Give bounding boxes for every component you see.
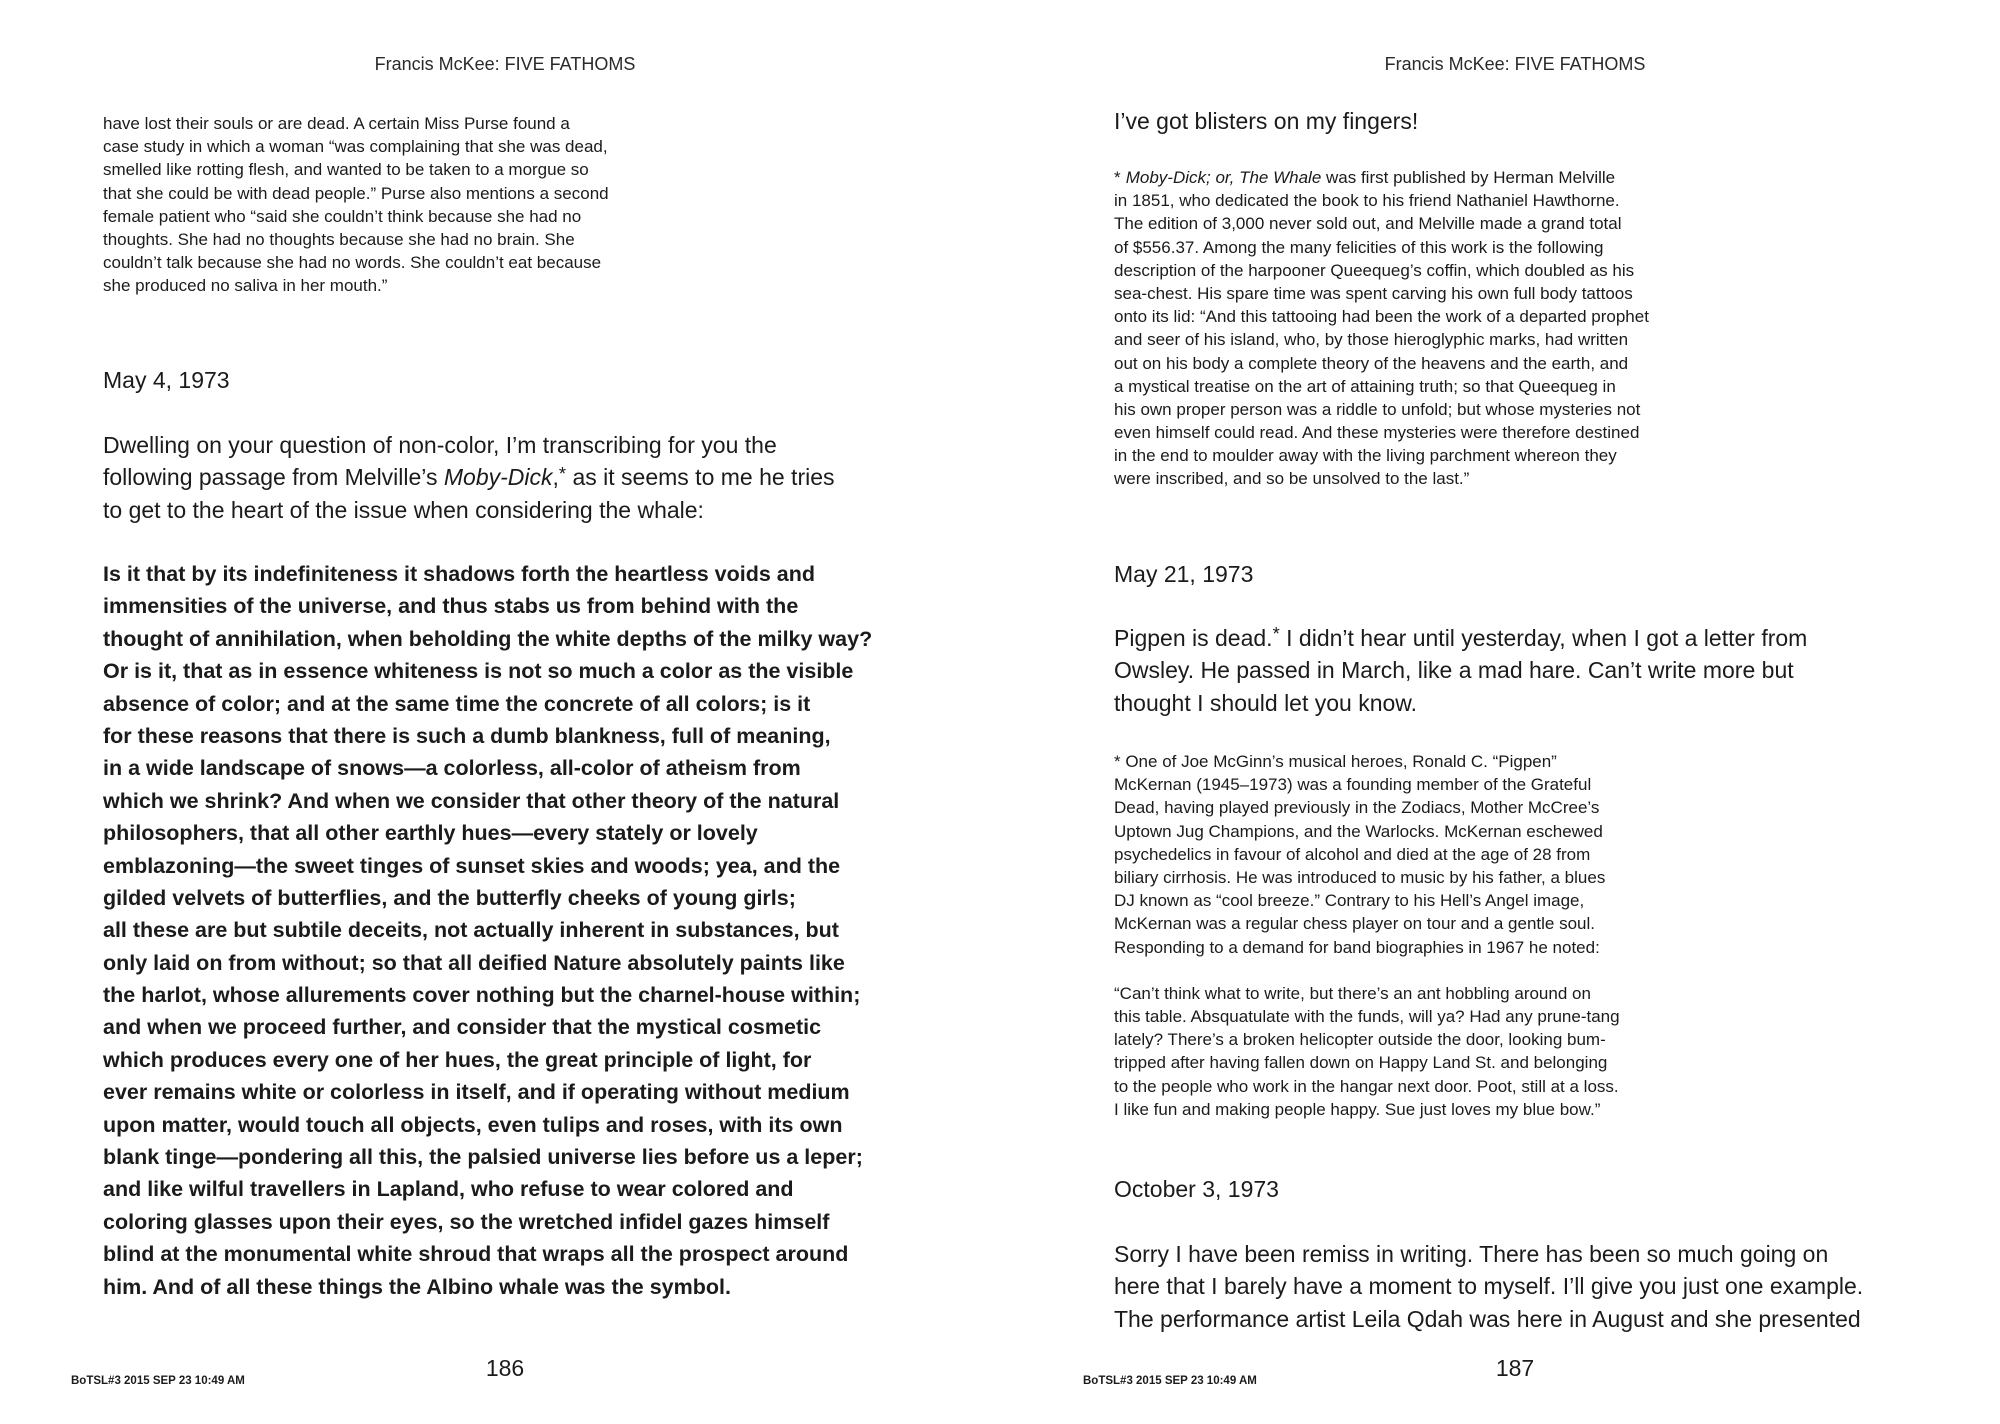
footnote-quote-line: I like fun and making people happy. Sue just loves my blue bow.” xyxy=(1114,1099,1601,1119)
footnote-line: biliary cirrhosis. He was introduced to music by his father, a blues xyxy=(1114,867,1606,887)
footnote-line: * One of Joe McGinn’s musical heroes, Ronald C. “Pigpen” xyxy=(1114,752,1557,771)
footnote-line: that she could be with dead people.” Purse also mentions a second xyxy=(103,183,609,203)
footnote-line: description of the harpooner Queequeg’s coffin, which doubled as his xyxy=(1114,260,1635,280)
footnote-line: his own proper person was a riddle to unfold; but whose mysteries not xyxy=(1114,399,1641,419)
passage-line: which we shrink? And when we consider that other theory of the natural xyxy=(103,788,840,813)
footnote-marker: * xyxy=(1272,623,1280,645)
letter-text: Pigpen is dead. xyxy=(1114,625,1273,651)
footnote-line: Responding to a demand for band biographies in 1967 he noted: xyxy=(1114,937,1600,957)
footnote-line: in 1851, who dedicated the book to his friend Nathaniel Hawthorne. xyxy=(1114,191,1620,211)
letter-line: Owsley. He passed in March, like a mad hare. Can’t write more but xyxy=(1114,657,1794,684)
footnote-line: The edition of 3,000 never sold out, and Melville made a grand total xyxy=(1114,214,1622,234)
footnote-line: Uptown Jug Champions, and the Warlocks. McKernan eschewed xyxy=(1114,821,1603,841)
print-slug: BoTSL#3 2015 SEP 23 10:49 AM xyxy=(71,1375,245,1387)
passage-line: Is it that by its indefiniteness it shadows forth the heartless voids and xyxy=(103,562,816,586)
footnote-line: in the end to moulder away with the living parchment whereon they xyxy=(1114,446,1617,466)
carryover-letter-line: I’ve got blisters on my fingers! xyxy=(1114,108,1419,134)
footnote-pigpen xyxy=(1114,750,1620,1121)
footnote-line: she produced no saliva in her mouth.” xyxy=(103,276,388,296)
page-number: 186 xyxy=(485,1355,525,1381)
letter-paragraph xyxy=(1114,1238,1863,1335)
passage-line: ever remains white or colorless in itself, and if operating without medium xyxy=(103,1080,850,1105)
letter-punctuation: , xyxy=(552,464,559,491)
page-number: 187 xyxy=(1495,1355,1535,1381)
passage-line: absence of color; and at the same time the concrete of all colors; is it xyxy=(103,691,811,716)
footnote-line: sea-chest. His spare time was spent carving his own full body tattoos xyxy=(1114,283,1633,303)
passage-line: for these reasons that there is such a dumb blankness, full of meaning, xyxy=(103,723,831,748)
entry-date: October 3, 1973 xyxy=(1114,1176,1279,1202)
passage-line: emblazoning—the sweet tinges of sunset skies and woods; yea, and the xyxy=(103,853,841,878)
footnote-line: smelled like rotting flesh, and wanted to be taken to a morgue so xyxy=(103,160,589,180)
footnote-line: female patient who “said she couldn’t think because she had no xyxy=(103,206,582,226)
footnote-line xyxy=(1114,166,1649,189)
letter-line: to get to the heart of the issue when considering the whale: xyxy=(103,496,704,523)
carryover-footnote xyxy=(103,112,609,298)
footnote-line: couldn’t talk because she had no words. She couldn’t eat because xyxy=(103,253,602,273)
footnote-marker: * xyxy=(558,462,567,484)
footnote-quote-line: lately? There’s a broken helicopter outside the door, looking bum- xyxy=(1114,1030,1606,1050)
passage-line: the harlot, whose allurements cover nothing but the charnel-house within; xyxy=(103,983,861,1008)
footnote-line: McKernan (1945–1973) was a founding member of the Grateful xyxy=(1114,775,1592,795)
right-page xyxy=(1000,0,2000,1424)
passage-line: gilded velvets of butterflies, and the butterfly cheeks of young girls; xyxy=(103,885,796,910)
letter-line xyxy=(1114,622,1807,654)
footnote-quote-line: to the people who work in the hangar next door. Poot, still at a loss. xyxy=(1114,1076,1619,1096)
moby-dick-passage xyxy=(103,558,872,1303)
footnote-quote-line: this table. Absquatulate with the funds, will ya? Had any prune-tang xyxy=(1114,1007,1620,1027)
passage-line: in a wide landscape of snows—a colorless, all-color of atheism from xyxy=(103,756,801,781)
running-head: Francis McKee: FIVE FATHOMS xyxy=(1384,54,1646,74)
footnote-line: out on his body a complete theory of the heavens and the earth, and xyxy=(1114,353,1629,373)
footnote-line: were inscribed, and so be unsolved to the last.” xyxy=(1114,469,1470,489)
entry-date: May 4, 1973 xyxy=(103,367,230,393)
passage-line: immensities of the universe, and thus stabs us from behind with the xyxy=(103,594,799,619)
passage-line: all these are but subtile deceits, not actually inherent in substances, but xyxy=(103,918,839,943)
passage-line: only laid on from without; so that all deified Nature absolutely paints like xyxy=(103,950,845,975)
passage-line: upon matter, would touch all objects, even tulips and roses, with its own xyxy=(103,1112,843,1137)
footnote-line: case study in which a woman “was complaining that she was dead, xyxy=(103,137,608,157)
passage-line: him. And of all these things the Albino whale was the symbol. xyxy=(103,1274,731,1299)
footnote-quote-line: “Can’t think what to write, but there’s an ant hobbling around on xyxy=(1114,983,1591,1003)
passage-line: Or is it, that as in essence whiteness is not so much a color as the visible xyxy=(103,659,854,684)
letter-line xyxy=(103,461,835,493)
letter-line: Dwelling on your question of non-color, I’m transcribing for you the xyxy=(103,432,777,458)
entry-date: May 21, 1973 xyxy=(1114,561,1254,587)
passage-line: philosophers, that all other earthly hues—every stately or lovely xyxy=(103,821,758,846)
footnote-text: was first published by Herman Melville xyxy=(1321,168,1616,187)
passage-line: thought of annihilation, when beholding the white depths of the milky way? xyxy=(103,626,873,651)
passage-line: blank tinge—pondering all this, the palsied universe lies before us a leper; xyxy=(103,1145,863,1170)
letter-line: here that I barely have a moment to myself. I’ll give you just one example. xyxy=(1114,1273,1864,1300)
running-head: Francis McKee: FIVE FATHOMS xyxy=(374,54,636,74)
footnote-line: psychedelics in favour of alcohol and died at the age of 28 from xyxy=(1114,844,1591,864)
footnote-line: of $556.37. Among the many felicities of this work is the following xyxy=(1114,237,1604,257)
passage-line: coloring glasses upon their eyes, so the wretched infidel gazes himself xyxy=(103,1209,830,1234)
passage-line: and when we proceed further, and consider that the mystical cosmetic xyxy=(103,1015,822,1040)
footnote-line: onto its lid: “And this tattooing had been the work of a departed prophet xyxy=(1114,307,1649,327)
footnote-line: McKernan was a regular chess player on tour and a gentle soul. xyxy=(1114,914,1595,934)
letter-text: I didn’t hear until yesterday, when I got a letter from xyxy=(1279,625,1808,651)
passage-line: and like wilful travellers in Lapland, who refuse to wear colored and xyxy=(103,1177,794,1202)
letter-paragraph xyxy=(103,429,835,526)
passage-line: which produces every one of her hues, the great principle of light, for xyxy=(103,1047,812,1072)
footnote-marker: * xyxy=(1114,168,1121,187)
letter-line: thought I should let you know. xyxy=(1114,689,1418,716)
footnote-line: Dead, having played previously in the Zodiacs, Mother McCree’s xyxy=(1114,798,1600,818)
footnote-line: a mystical treatise on the art of attaining truth; so that Queequeg in xyxy=(1114,376,1616,396)
letter-text: following passage from Melville’s xyxy=(103,464,444,491)
footnote-quote-line: tripped after having fallen down on Happy Land St. and belonging xyxy=(1114,1053,1608,1073)
passage-line: blind at the monumental white shroud that wraps all the prospect around xyxy=(103,1242,849,1267)
letter-paragraph xyxy=(1114,622,1807,719)
footnote-line: and seer of his island, who, by those hieroglyphic marks, had written xyxy=(1114,330,1629,350)
book-title: Moby-Dick xyxy=(443,464,553,491)
book-title: Moby-Dick; or, The Whale xyxy=(1125,168,1322,187)
paragraph-gap xyxy=(1114,959,1620,982)
letter-text: as it seems to me he tries xyxy=(566,464,835,491)
print-slug: BoTSL#3 2015 SEP 23 10:49 AM xyxy=(1083,1375,1257,1387)
letter-line: Sorry I have been remiss in writing. There has been so much going on xyxy=(1114,1241,1829,1267)
footnote-moby-dick xyxy=(1114,166,1649,491)
footnote-line: have lost their souls or are dead. A certain Miss Purse found a xyxy=(103,114,570,133)
footnote-line: thoughts. She had no thoughts because she had no brain. She xyxy=(103,229,575,249)
letter-line: The performance artist Leila Qdah was here in August and she presented xyxy=(1114,1305,1861,1332)
footnote-line: DJ known as “cool breeze.” Contrary to his Hell’s Angel image, xyxy=(1114,891,1585,911)
footnote-line: even himself could read. And these mysteries were therefore destined xyxy=(1114,423,1640,443)
